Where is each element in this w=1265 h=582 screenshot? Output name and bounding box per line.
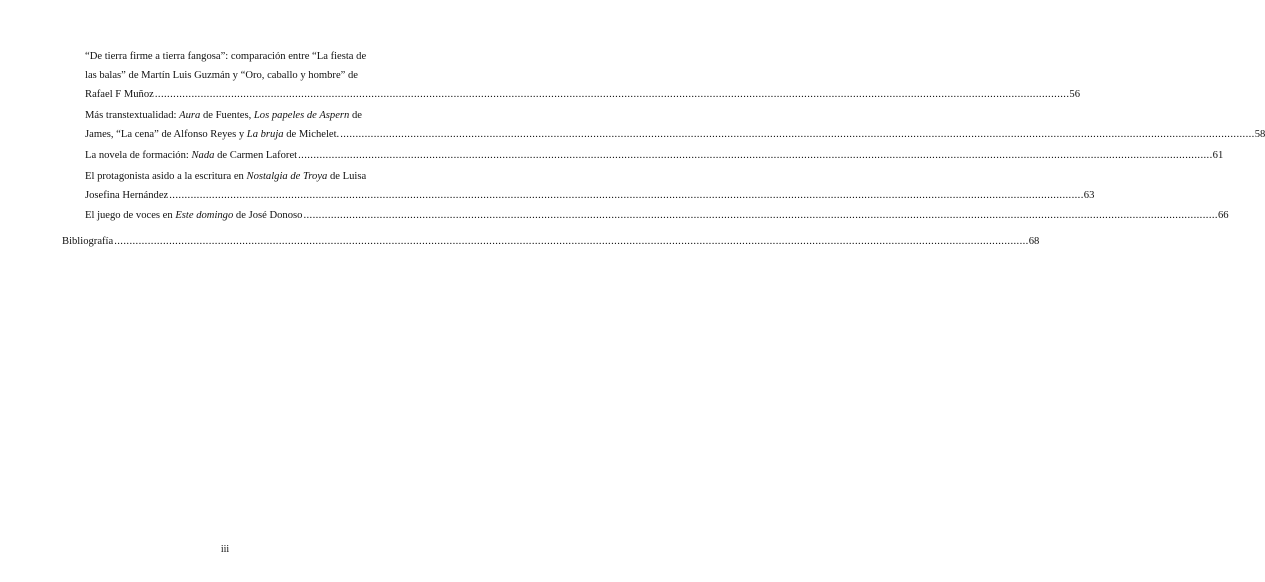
italic-title: Nada [191, 150, 215, 161]
toc-entry-1[interactable] [85, 47, 1080, 104]
toc-entry-2[interactable] [85, 106, 1265, 144]
page-ref: 68 [1028, 236, 1040, 247]
toc-line: El protagonista asido a la escritura en Nostalgia de Troya de Luisa [85, 171, 367, 182]
italic-title: Nostalgia de Troya [246, 171, 328, 182]
toc-line: La novela de formación: Nada de Carmen Laforet ............................................................................................................................................................................................................................................................................................................ 61 [85, 146, 376, 165]
dot-leader: ............................................................................................................................................................................................................................................................................................................ [340, 129, 1255, 140]
toc-line: James, “La cena” de Alfonso Reyes y La bruja de Michelet. ............................................................................................................................................................................................................................................................................................................ 58 [85, 125, 376, 144]
toc-entry-4[interactable] [85, 167, 1095, 205]
toc-entry-5[interactable] [85, 206, 1229, 225]
toc-line: El juego de voces en Este domingo de José Donoso ............................................................................................................................................................................................................................................................................................................ 66 [85, 206, 376, 225]
dot-leader: ............................................................................................................................................................................................................................................................................................................ [114, 236, 1029, 247]
toc-line [62, 232, 1040, 251]
toc-entry-3[interactable] [85, 146, 1224, 165]
toc-line: Josefina Hernández ............................................................................................................................................................................................................................................................................................................ 63 [85, 186, 376, 205]
italic-title: La bruja [246, 129, 284, 140]
toc-line: las balas” de Martín Luis Guzmán y “Oro, caballo y hombre” de [85, 70, 358, 81]
dot-leader: ............................................................................................................................................................................................................................................................................................................ [298, 150, 1213, 161]
italic-title: Los papeles de Aspern [253, 110, 350, 121]
page-ref: 66 [1217, 210, 1229, 221]
italic-title: Aura [179, 110, 201, 121]
dot-leader: ............................................................................................................................................................................................................................................................................................................ [169, 190, 1084, 201]
dot-leader: ............................................................................................................................................................................................................................................................................................................ [154, 89, 1070, 100]
toc-entry-bibliography[interactable] [62, 232, 1040, 251]
page-number: iii [220, 544, 230, 555]
dot-leader: ............................................................................................................................................................................................................................................................................................................ [303, 210, 1218, 221]
toc-line: “De tierra firme a tierra fangosa”: comparación entre “La fiesta de [85, 51, 367, 62]
page-ref: 58 [1254, 129, 1265, 140]
italic-title: Este domingo [175, 210, 234, 221]
bibliography-label: Bibliografía [62, 236, 114, 247]
page-ref: 56 [1069, 89, 1080, 100]
page-ref: 61 [1212, 150, 1224, 161]
toc-line: Rafael F Muñoz ............................................................................................................................................................................................................................................................................................................ 56 [85, 85, 376, 104]
page-ref: 63 [1083, 190, 1095, 201]
toc-line: Más transtextualidad: Aura de Fuentes, Los papeles de Aspern de [85, 110, 362, 121]
